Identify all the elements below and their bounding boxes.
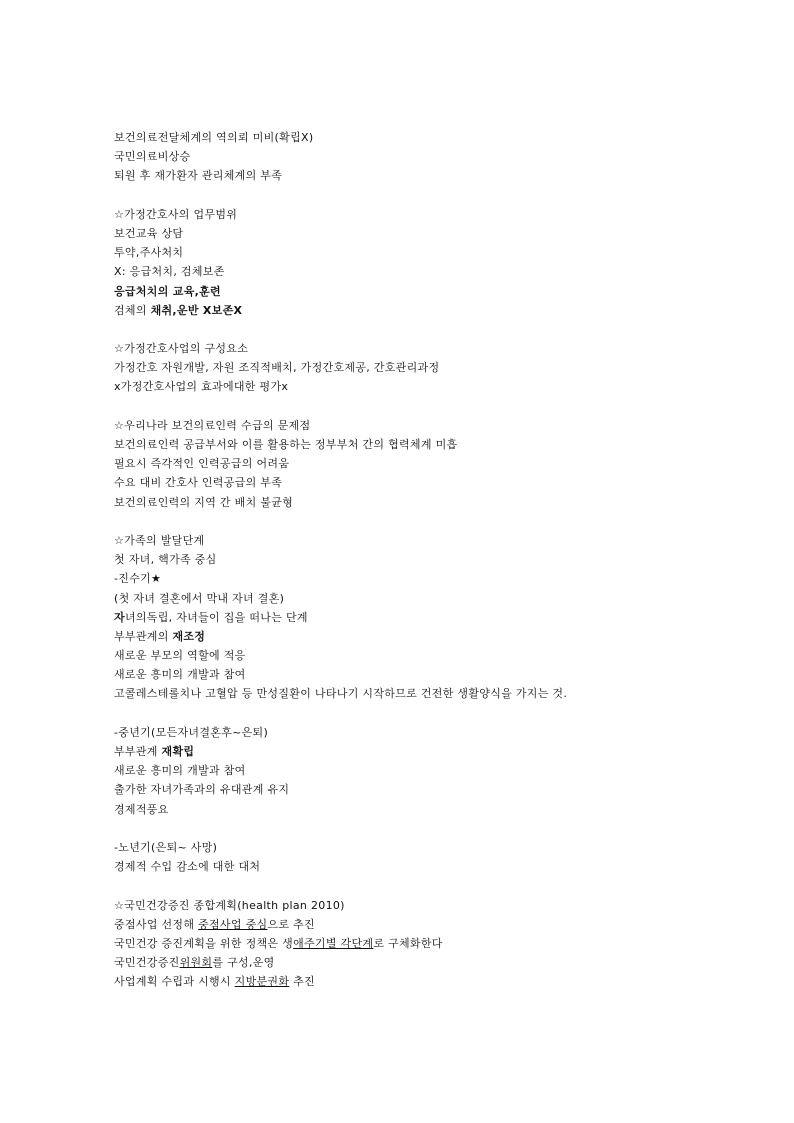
blank-line xyxy=(114,876,784,895)
text-line: 고콜레스테롤치나 고혈압 등 만성질환이 나타나기 시작하므로 건전한 생활양식을 가지는 것. xyxy=(114,687,568,701)
bold-text: 교육,훈련 xyxy=(172,284,221,298)
text-line: 새로운 흥미의 개발과 참여 xyxy=(114,764,246,778)
text-line xyxy=(114,301,784,320)
text-line xyxy=(114,282,784,301)
text-line: 첫 자녀, 핵가족 중심 xyxy=(114,553,217,567)
blank-line xyxy=(114,704,784,723)
underlined-text: 중점사업 중심 xyxy=(198,917,268,931)
text-line xyxy=(114,742,784,761)
section-heading: ☆국민건강증진 종합계획(health plan 2010) xyxy=(114,898,345,912)
text-line: 보건의료인력의 지역 간 배치 불균형 xyxy=(114,495,294,509)
text-line: -노년기(은퇴~ 사망) xyxy=(114,840,218,854)
text-line xyxy=(114,953,784,972)
text-line xyxy=(114,934,784,953)
text-line: 보건의료인력 공급부서와 이를 활용하는 정부부처 간의 협력체계 미흡 xyxy=(114,438,458,451)
text-line: X: 응급처치, 검체보존 xyxy=(114,265,225,279)
text-span: 중점사업 선정해 xyxy=(114,917,199,931)
text-line: (첫 자녀 결혼에서 막내 자녀 결혼) xyxy=(114,591,285,605)
section-heading: ☆가족의 발달단계 xyxy=(114,533,205,547)
document-body xyxy=(114,128,784,991)
text-line xyxy=(114,915,784,934)
text-span: 사업계획 수립과 시행시 xyxy=(114,975,235,989)
bold-text: 자 xyxy=(114,610,125,624)
text-line: 새로운 부모의 역할에 적응 xyxy=(114,649,246,663)
text-line: 투약,주사처치 xyxy=(114,246,184,260)
bold-text: 재조정 xyxy=(172,629,206,643)
text-line xyxy=(114,627,784,646)
text-line xyxy=(114,608,784,627)
text-span: 부부관계의 xyxy=(114,629,173,643)
text-line: x가정간호사업의 효과에대한 평가x xyxy=(114,380,289,394)
text-line: 필요시 즉각적인 인력공급의 어려움 xyxy=(114,457,290,471)
text-span: 으로 추진 xyxy=(267,917,315,931)
blank-line xyxy=(114,512,784,531)
text-span: 부부관계 xyxy=(114,745,162,758)
text-line: -중년기(모든자녀결혼후~은퇴) xyxy=(114,725,269,739)
text-line: 보건교육 상담 xyxy=(114,226,184,240)
text-line: 경제적풍요 xyxy=(114,802,169,816)
text-span: 국민건강 증진계획을 위한 정책은 생 xyxy=(114,936,294,950)
bold-text: 재확립 xyxy=(161,745,195,758)
text-span: 로 구체화한다 xyxy=(373,936,443,950)
blank-line xyxy=(114,397,784,416)
text-line: 출가한 자녀가족과의 유대관계 유지 xyxy=(114,783,290,797)
text-line: -진수기★ xyxy=(114,572,162,586)
underlined-text: 애주기별 각단계 xyxy=(293,936,374,950)
text-line xyxy=(114,972,784,991)
bold-text: 채취,운반 X보존X xyxy=(150,303,243,317)
text-span: 검체의 xyxy=(114,303,151,317)
underlined-text: 지방분권화 xyxy=(234,975,290,989)
text-span: 를 구성,운영 xyxy=(212,956,275,970)
text-span: 녀의독립, 자녀들이 집을 떠나는 단계 xyxy=(124,610,308,624)
blank-line xyxy=(114,819,784,838)
text-line: 가정간호 자원개발, 자원 조직적배치, 가정간호제공, 간호관리과정 xyxy=(114,361,440,375)
blank-line xyxy=(114,186,784,205)
text-span: 국민건강증진 xyxy=(114,956,180,970)
text-line: 수요 대비 간호사 인력공급의 부족 xyxy=(114,476,283,490)
text-line: 퇴원 후 재가환자 관리체계의 부족 xyxy=(114,169,283,183)
text-span: 응급처치의 xyxy=(114,284,173,298)
section-heading: ☆가정간호사업의 구성요소 xyxy=(114,342,249,356)
text-line: 새로운 흥미의 개발과 참여 xyxy=(114,668,246,682)
blank-line xyxy=(114,320,784,339)
text-line: 보건의료전달체계의 역의뢰 미비(확립X) xyxy=(114,131,314,144)
text-line: 국민의료비상승 xyxy=(114,150,191,164)
underlined-text: 위원회 xyxy=(179,956,213,970)
section-heading: ☆가정간호사의 업무범위 xyxy=(114,207,238,221)
section-heading: ☆우리나라 보건의료인력 수급의 문제점 xyxy=(114,418,311,432)
text-line: 경제적 수입 감소에 대한 대처 xyxy=(114,860,261,874)
text-span: 추진 xyxy=(289,975,315,989)
